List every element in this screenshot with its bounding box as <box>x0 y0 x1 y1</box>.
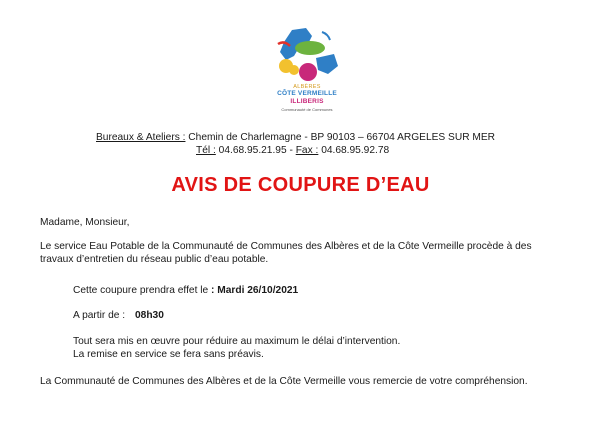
closing-line: La Communauté de Communes des Albères et de la Côte Vermeille vous remercie de votre compréhension. <box>40 376 528 387</box>
offices-line <box>96 131 536 144</box>
notice-title: AVIS DE COUPURE D’EAU <box>171 174 430 196</box>
start-time-line <box>73 309 164 322</box>
effect-label: Cette coupure prendra effet le <box>73 285 211 296</box>
service-paragraph-line2: travaux d’entretien du réseau public d’eau potable. <box>40 254 269 265</box>
logo-text-alberes: ALBÈRES <box>293 84 321 90</box>
start-time: 08h30 <box>135 310 164 321</box>
effect-date: : Mardi 26/10/2021 <box>211 285 299 296</box>
logo-text-communaute: Communauté de Communes <box>281 107 333 112</box>
effect-date-line <box>73 284 298 297</box>
address-block <box>96 131 536 157</box>
intervention-line2: La remise en service se fera sans préavis. <box>73 349 264 360</box>
tel-value: 04.68.95.21.95 - <box>215 145 296 156</box>
logo-emblem-icon <box>272 26 342 84</box>
offices-value: Chemin de Charlemagne - BP 90103 – 66704 ARGELES SUR MER <box>185 132 496 143</box>
fax-label: Fax : <box>295 145 319 156</box>
phone-fax-line <box>96 144 536 157</box>
fax-value: 04.68.95.92.78 <box>318 145 390 156</box>
logo-text-cote-vermeille: CÔTE VERMEILLE <box>277 90 337 97</box>
tel-label: Tél : <box>196 145 216 156</box>
community-logo <box>262 26 352 118</box>
service-paragraph-line1: Le service Eau Potable de la Communauté de Communes des Albères et de la Côte Vermeille procède à des <box>40 241 532 252</box>
service-paragraph <box>40 240 532 266</box>
intervention-paragraph <box>73 335 400 361</box>
intervention-line1: Tout sera mis en œuvre pour réduire au maximum le délai d’intervention. <box>73 336 401 347</box>
salutation: Madame, Monsieur, <box>40 217 130 228</box>
start-label: A partir de : <box>73 310 126 321</box>
offices-label: Bureaux & Ateliers : <box>96 132 186 143</box>
logo-text-illiberis: ILLIBERIS <box>290 98 324 105</box>
